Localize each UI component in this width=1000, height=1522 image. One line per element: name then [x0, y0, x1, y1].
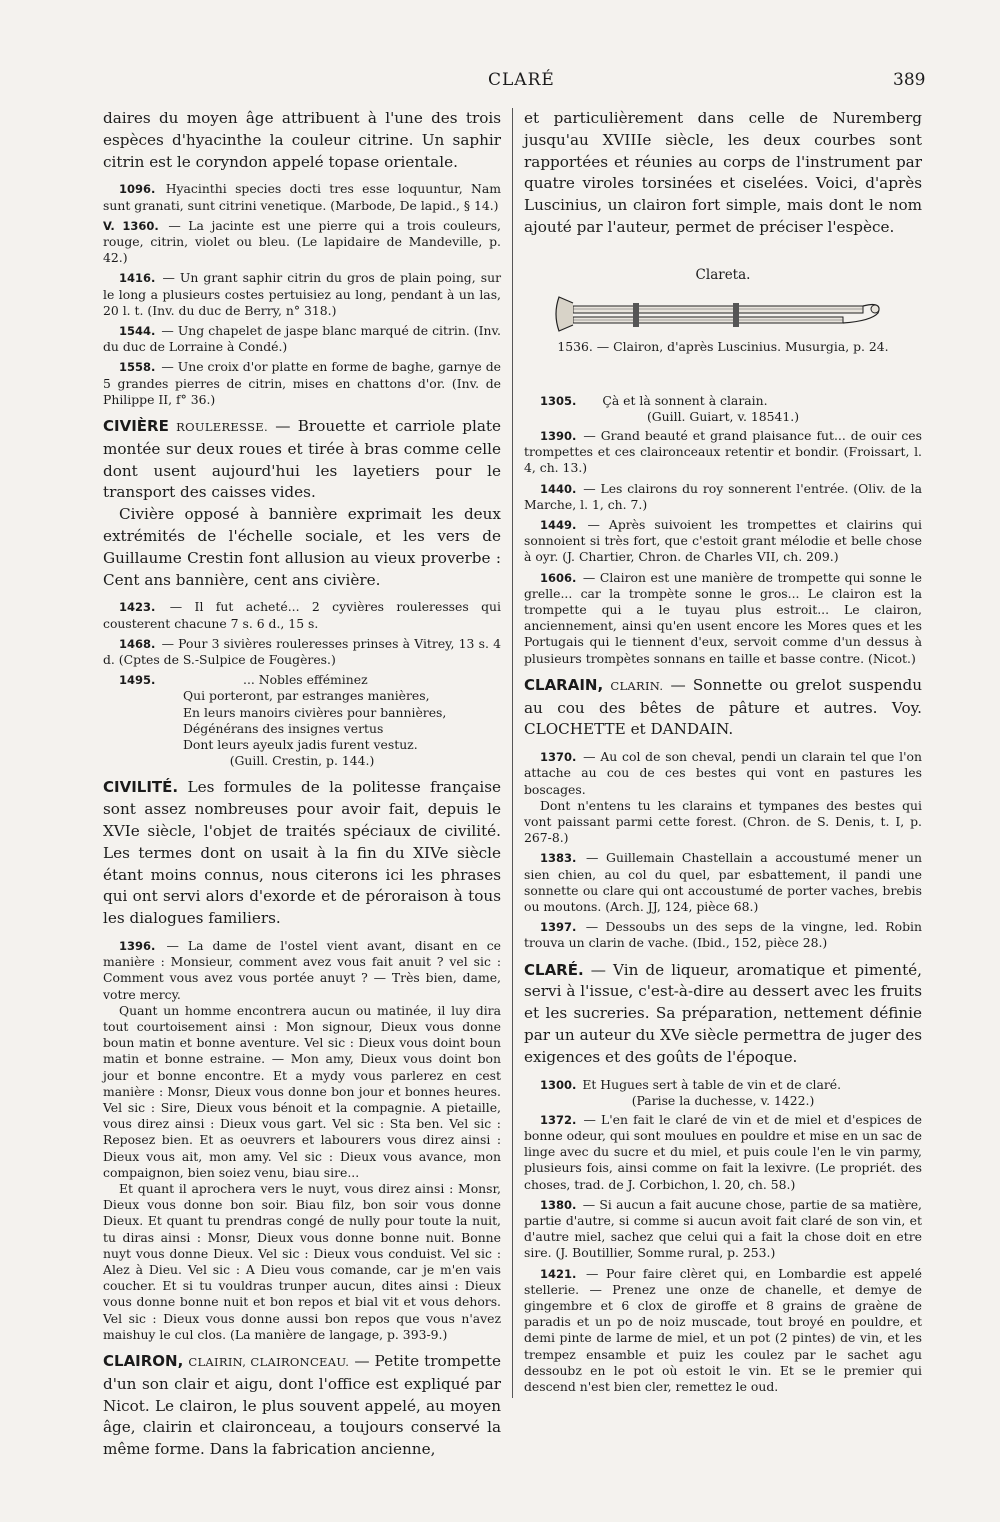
- headword-variant: CLAIRIN, CLAIRONCEAU.: [188, 1355, 350, 1370]
- quote-year: 1495.: [119, 673, 156, 688]
- quote-text: — Si aucun a fait aucune chose, partie de sa matière, partie d'autre, si comme si aucun avoit fait claré de son vin, et d'autre miel, sachez que celui qui a fait la chose doit en etre sire. (J. Boutillier, Somme rural, p. 253.): [524, 1196, 922, 1261]
- quote-text: — Dessoubs un des seps de la vingne, led. Robin trouva un clarin de vache. (Ibid., 152, pièce 28.): [524, 919, 922, 951]
- quote-text: — Pour 3 sivières rouleresses prinses à Vitrey, 13 s. 4 d. (Cptes de S.-Sulpice de Fougères.): [103, 635, 501, 668]
- quote-text: — L'en fait le claré de vin et de miel et d'espices de bonne odeur, qui sont moulues en pouldre et mise en un sac de linge avec du sucre et du miel, et puis coule l'en le vin parmy, plusieurs fois, ainsi comme on fait la lexivre. (Le propriét. des choses, trad. de J. Corbichon, l. 20, ch. 58.): [524, 1111, 922, 1192]
- quote-text: — Un grant saphir citrin du gros de plain poing, sur le long a plusieurs costes pertuisiez au long, pendant à un las, 20 l. t. (Inv. du duc de Berry, n° 318.): [103, 270, 501, 318]
- poem-line: Qui porteront, par estranges manières,: [183, 688, 430, 704]
- quote-year: 1416.: [119, 271, 156, 286]
- quote-1606: [524, 570, 922, 667]
- headword-variant: CLARIN.: [610, 678, 664, 693]
- quote-text: — Grand beauté et grand plaisance fut... de ouir ces trompettes et ces claironceaux retentir et bondir. (Froissart, l. 4, ch. 13.): [524, 427, 922, 476]
- quote-1096: [103, 181, 501, 213]
- quote-year: 1370.: [540, 750, 577, 765]
- quote-1423: [103, 599, 501, 631]
- paragraph: Civière opposé à bannière exprimait les deux extrémités de l'échelle sociale, et les vers de Guillaume Crestin font allusion au vieux proverbe : Cent ans bannière, cent ans civière.: [103, 505, 501, 589]
- ferrule: [733, 303, 739, 327]
- headword: CIVILITÉ.: [103, 778, 179, 797]
- entry-civiere: [103, 416, 501, 504]
- quote-1495: [103, 672, 501, 769]
- ferrule: [633, 303, 639, 327]
- paragraph: Et quant il aprochera vers le nuyt, vous direz ainsi : Monsr, Dieux vous donne bon soir. Biau filz, bon soir vous donne Dieux. Et quant tu prendras congé de nully pour toute la nuit, tu diras ainsi : Monsr, Dieux vous donne bonne nuit. Bonne nuyt vous donne Dieux. Vel sic : Dieux vous conduist. Vel sic : Alez à Dieu. Vel sic : A Dieu vous comande, car je m'en vais coucher. Et si tu vouldras trunper aucun, dites ainsi : Dieux vous donne bonne nuit et bon repos et bial vit et vous dehors. Vel sic : Dieux vous donne aussi bon repos que vous n'avez maishuy le cul clos. (La manière de langage, p. 393-9.): [103, 1181, 501, 1342]
- quote-year: 1421.: [540, 1266, 577, 1281]
- quote-year: 1558.: [119, 360, 156, 375]
- quote-year: 1372.: [540, 1112, 577, 1127]
- right-column: [524, 108, 922, 1395]
- entry-civilite: [103, 777, 501, 930]
- entry-clarain: [524, 675, 922, 741]
- clairon-illustration: [553, 291, 893, 339]
- column-divider: [512, 108, 513, 1398]
- quote-year: 1096.: [119, 182, 156, 197]
- headword: CIVIÈRE: [103, 417, 169, 436]
- paragraph: Quant un homme encontrera aucun ou matinée, il luy dira tout courtoisement ainsi : Mon signour, Dieux vous donne boun matin et bonne aventure. Vel sic : Dieux vous doint boun matin et bonne estraine. — Mon amy, Dieux vous doint bon jour et bonne encontre. Et a mydy vous parlerez en cest manière : Monsr, Dieux vous donne bon jour et bonnes heures. Vel sic : Sire, Dieux vous bénoit et la compagnie. A pietaille, vous direz ainsi : Dieux vous gart. Vel sic : Sta ben. Vel sic : Reposez bien. Et as oeuvrers et labourers vous direz ainsi : Dieux vous ait, mon amy. Vel sic : Dieux vous avance, mon compaignon, bien soiez venu, biau sire...: [103, 1002, 501, 1180]
- citation: (Parise la duchesse, v. 1422.): [631, 1092, 815, 1108]
- quote-1440: [524, 481, 922, 513]
- page-number: 389: [893, 70, 926, 90]
- quote-1370: [524, 749, 922, 798]
- quote-text: Hyacinthi species docti tres esse loquuntur, Nam sunt granati, sunt citrini venetique. (Marbode, De lapid., § 14.): [103, 181, 501, 213]
- poem-line: En leurs manoirs civières pour bannières,: [183, 704, 447, 720]
- left-column: [103, 108, 501, 1461]
- poem-line: Dégénérans des insignes vertus: [183, 720, 384, 736]
- definition: — Sonnette ou grelot suspendu au cou des bêtes de pâture et autres. Voy. CLOCHETTE et DANDAIN.: [524, 675, 923, 739]
- paragraph: Dont n'entens tu les clarains et tympanes des bestes qui vont paissant parmi cette forest. (Chron. de S. Denis, t. I, p. 267-8.): [524, 797, 922, 846]
- quote-1558: [103, 359, 501, 408]
- quote-text: Et Hugues sert à table de vin et de claré.: [582, 1076, 842, 1092]
- quote-text: — Au col de son cheval, pendi un clarain tel que l'on attache au cou de ces bestes qui vont en pastures les boscages.: [524, 749, 922, 797]
- quote-text: — La jacinte est une pierre qui a trois couleurs, rouge, citrin, violet ou bleu. (Le lapidaire de Mandeville, p. 42.): [103, 217, 501, 266]
- quote-text: — Pour faire clèret qui, en Lombardie est appelé stellerie. — Prenez une onze de chanelle, et demye de gingembre et 6 clox de giroffe et 8 grains de graène de paradis et un po de noiz muscade, tout broyé en pouldre, et demi pinte de larme de miel, et un pot (2 pintes) de vin, et les trempez ensamble et puiz les coulez par le sachet agu dessoubz en le pot où estoit le vin. Et se le premier qui descend n'est bien cler, remettez le oud.: [524, 1265, 922, 1395]
- quote-text: — Après suivoient les trompettes et clairins qui sonnoient si très fort, que c'estoit grant mélodie et belle chose à oyr. (J. Chartier, Chron. de Charles VII, ch. 209.): [524, 517, 922, 565]
- poem-line: Dont leurs ayeulx jadis furent vestuz.: [183, 737, 418, 753]
- entry-clare: [524, 960, 922, 1069]
- definition: Les formules de la politesse française sont assez nombreuses pour avoir fait, depuis le XVIe siècle, l'objet de traités spéciaux de civilité. Les termes dont on usait à la fin du XIVe siècle étant moins connus, nous citerons ici les phrases qui ont servi alors d'exorde et de péroraison à tous les dialogues familiers.: [103, 778, 502, 928]
- quote-1396: [103, 938, 501, 1003]
- quote-year: 1440.: [540, 481, 577, 496]
- quote-1416: [103, 270, 501, 319]
- paragraph: daires du moyen âge attribuent à l'une des trois espèces d'hyacinthe la couleur citrine. Un saphir citrin est le coryndon appelé topase orientale.: [103, 109, 501, 171]
- quote-year: 1468.: [119, 636, 156, 651]
- quote-text: — Une croix d'or platte en forme de baghe, garnye de 5 grandes pierres de citrin, mises en chattons d'or. (Inv. de Philippe II, f° 36.): [103, 359, 501, 407]
- quote-year: 1300.: [540, 1077, 577, 1092]
- definition: — Vin de liqueur, aromatique et pimenté, servi à l'issue, c'est-à-dire au dessert avec les fruits et les sucreries. Sa préparation, nettement définie par un auteur du XVe siècle permettra de juger des exigences et des goûts de l'époque.: [524, 960, 922, 1066]
- quote-year: 1606.: [540, 570, 577, 585]
- quote-text: — Guillemain Chastellain a accoustumé mener un sien chien, au col du quel, par esbattement, il pandi une sonnette ou clare qui ont accoustumé de porter vaches, brebis ou moutons. (Arch. JJ, 124, pièce 68.): [524, 850, 922, 915]
- headword: CLARÉ.: [524, 960, 584, 979]
- quote-year: 1396.: [119, 939, 156, 954]
- quote-text: — Il fut acheté... 2 cyvières rouleresses qui cousterent chacune 7 s. 6 d., 15 s.: [103, 599, 501, 631]
- quote-1305: [524, 393, 922, 409]
- quote-1380: [524, 1197, 922, 1262]
- quote-text: — La dame de l'ostel vient avant, disant en ce manière : Monsieur, comment avez vous fait anuit ? vel sic : Comment vous avez vous portée anuyt ? — Très bien, dame, votre mercy.: [103, 938, 501, 1002]
- quote-1383: [524, 850, 922, 915]
- headword: CLAIRON,: [103, 1352, 184, 1371]
- poem-line: ... Nobles efféminez: [243, 672, 368, 688]
- quote-year: 1305.: [540, 393, 577, 408]
- quote-1360: [103, 218, 501, 267]
- quote-text: — Ung chapelet de jaspe blanc marqué de citrin. (Inv. du duc de Lorraine à Condé.): [103, 323, 501, 355]
- quote-year: 1390.: [540, 428, 577, 443]
- entry-clairon: [103, 1351, 501, 1461]
- quote-text: — Clairon est une manière de trompette qui sonne le grelle... car la trompète sonne le gros... Le clairon est la trompette qui a le tuyau plus estroit... Le clairon, anciennement, ainsi qu'en usent encore les Mores ques et les Portugais qui le tiennent d'eux, servoit comme d'un dessus à plusieurs trompètes sonnans en taille et basse contre. (Nicot.): [524, 569, 922, 666]
- headword: CLARAIN,: [524, 675, 604, 694]
- headword-variant: ROULERESSE.: [176, 420, 268, 435]
- quote-1300: [524, 1077, 922, 1093]
- figure-title: Clareta.: [695, 266, 751, 283]
- quote-1468: [103, 636, 501, 668]
- quote-1390: [524, 428, 922, 477]
- quote-year: 1423.: [119, 600, 156, 615]
- quote-text: — Les clairons du roy sonnerent l'entrée. (Oliv. de la Marche, l. 1, ch. 7.): [524, 480, 922, 512]
- citation: (Guill. Crestin, p. 144.): [229, 753, 375, 769]
- figure-caption: 1536. — Clairon, d'après Luscinius. Musurgia, p. 24.: [557, 338, 889, 354]
- quote-year: 1380.: [540, 1197, 577, 1212]
- definition: — Brouette et carriole plate montée sur deux roues et tirée à bras comme celle dont usent aujourd'hui les layetiers pour le transport des caisses vides.: [103, 417, 502, 502]
- paragraph: et particulièrement dans celle de Nuremberg jusqu'au XVIIIe siècle, les deux courbes sont rapportées et réunies au corps de l'instrument par quatre viroles torsinées et ciselées. Voici, d'après Luscinius, un clairon fort simple, mais dont le nom ajouté par l'auteur, permet de préciser l'espèce.: [524, 109, 922, 236]
- quote-text: Çà et là sonnent à clarain.: [602, 392, 768, 408]
- definition: — Petite trompette d'un son clair et aigu, dont l'office est expliqué par Nicot. Le clairon, le plus souvent appelé, au moyen âge, clairin et claironceau, a toujours conservé la même forme. Dans la fabrication ancienne,: [103, 1352, 501, 1459]
- quote-year: 1544.: [119, 324, 156, 339]
- quote-year: 1449.: [540, 518, 577, 532]
- quote-1397: [524, 919, 922, 951]
- citation: (Guill. Guiart, v. 18541.): [646, 408, 800, 424]
- quote-1449: [524, 517, 922, 566]
- quote-1544: [103, 323, 501, 355]
- quote-year: 1397.: [540, 920, 577, 935]
- running-head: CLARÉ: [488, 70, 555, 90]
- quote-1372: [524, 1112, 922, 1193]
- quote-year: 1383.: [540, 851, 577, 866]
- quote-1421: [524, 1266, 922, 1396]
- quote-year: V. 1360.: [103, 218, 159, 233]
